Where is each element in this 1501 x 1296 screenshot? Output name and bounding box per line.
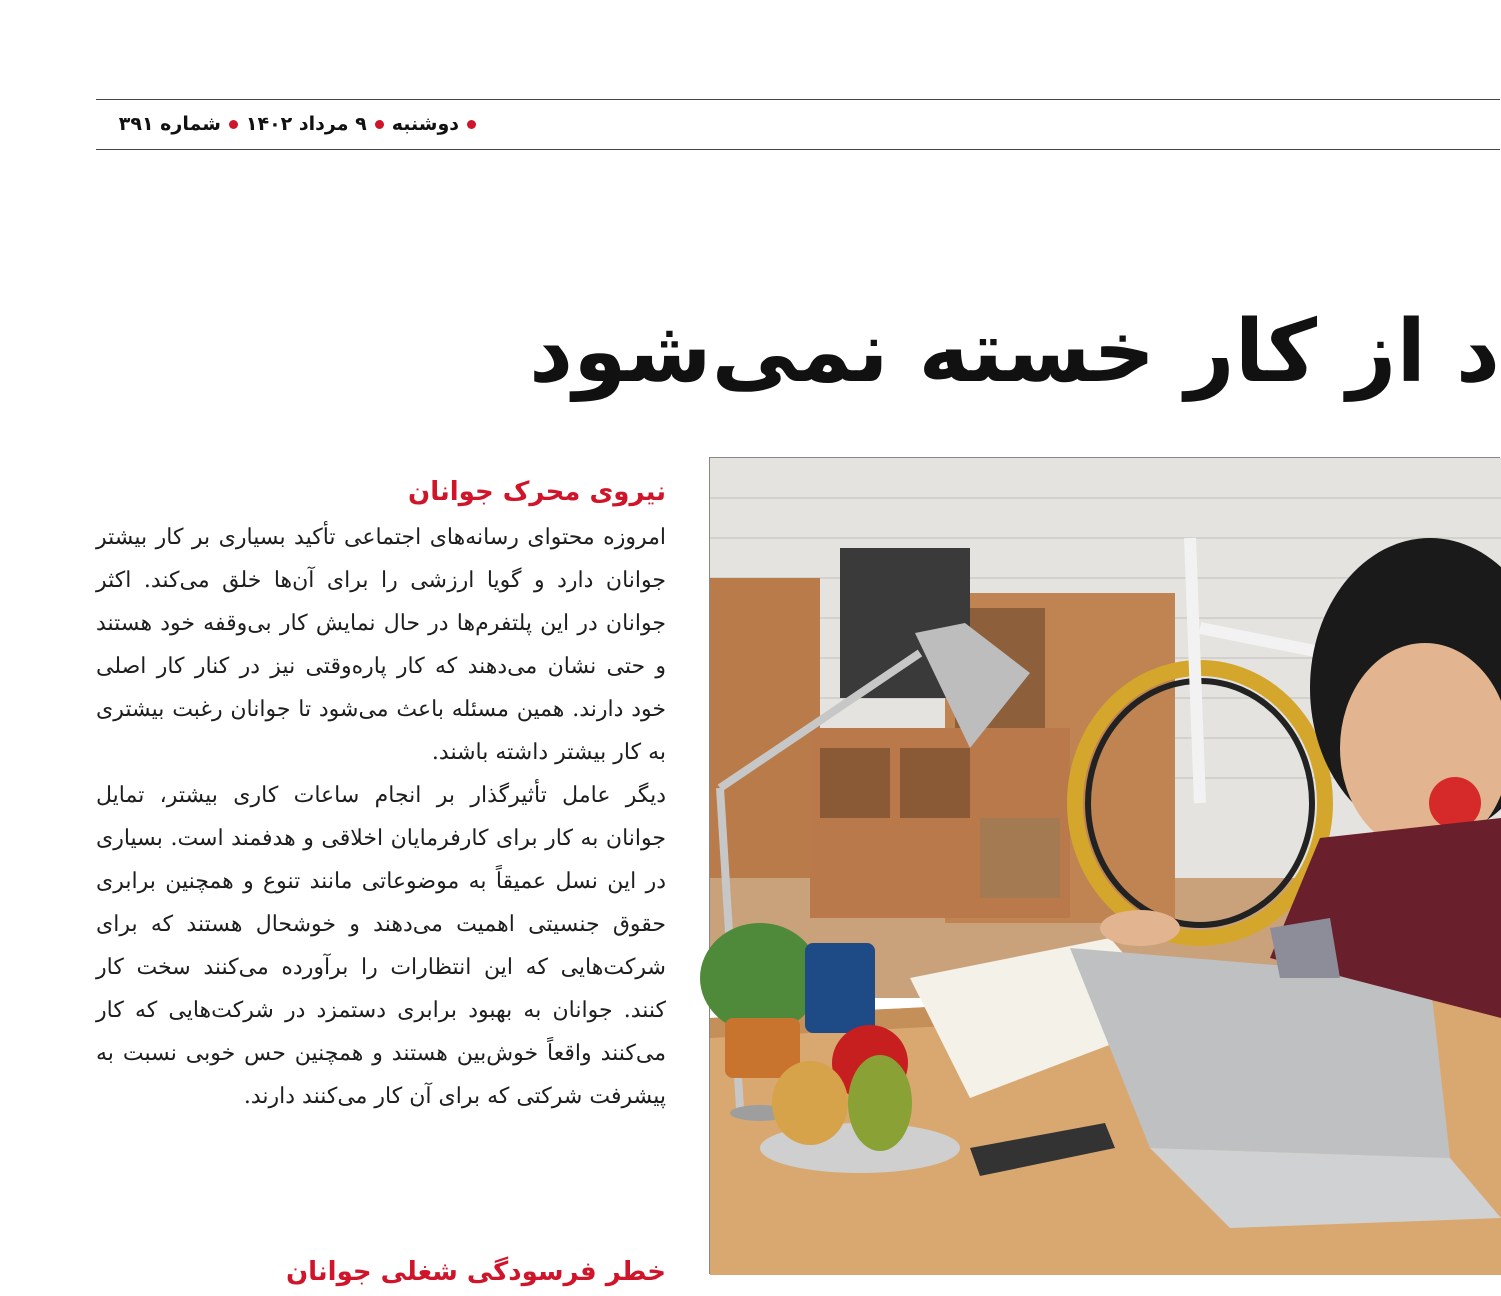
top-rule [96, 99, 1500, 100]
weekday: دوشنبه [391, 113, 459, 135]
bullet-dot-icon [467, 120, 476, 129]
article-photo [709, 457, 1500, 1274]
photo-illustration [710, 458, 1501, 1275]
section-title-2: خطر فرسودگی شغلی جوانان [285, 1257, 666, 1287]
article-paragraph: دیگر عامل تأثیرگذار بر انجام ساعات کاری بیشتر، تمایل جوانان به کار برای کارفرمایان اخلاقی و هدفمند است. بسیاری در این نسل عمیقاً به موضوعاتی مانند تنوع و همچنین برابری حقوق جنسیتی اهمیت می‌دهند و خوشحال هستند که برای شرکت‌هایی که این انتظارات را برآورده می‌کنند سخت کار کنند. جوانان به بهبود برابری دستمزد در شرکت‌هایی که کار می‌کنند واقعاً خوش‌بین هستند و همچنین حس خوبی نسبت به پیشرفت شرکتی که برای آن کار می‌کنند دارند. [96, 783, 666, 1109]
article-column [96, 470, 666, 1118]
bullet-dot-icon [229, 120, 238, 129]
article-paragraph: امروزه محتوای رسانه‌های اجتماعی تأکید بسیاری بر کار بیشتر جوانان دارد و گویا ارزشی را برای آن‌ها خلق می‌کند. اکثر جوانان در این پلتفرم‌ها در حال نمایش کار بی‌وقفه خود هستند و حتی نشان می‌دهند که کار پاره‌وقتی نیز در کنار کار اصلی خود دارند. همین مسئله باعث می‌شود تا جوانان رغبت بیشتری به کار بیشتر داشته باشند. [96, 525, 666, 765]
page-headline: د از کار خسته نمی‌شود [528, 302, 1500, 402]
issue-number: شماره ۳۹۱ [118, 113, 221, 135]
section-title: نیروی محرک جوانان [408, 477, 666, 507]
dateline [96, 108, 476, 140]
date: ۹ مرداد ۱۴۰۲ [245, 113, 367, 135]
bullet-dot-icon [375, 120, 384, 129]
bottom-rule [96, 149, 1500, 150]
